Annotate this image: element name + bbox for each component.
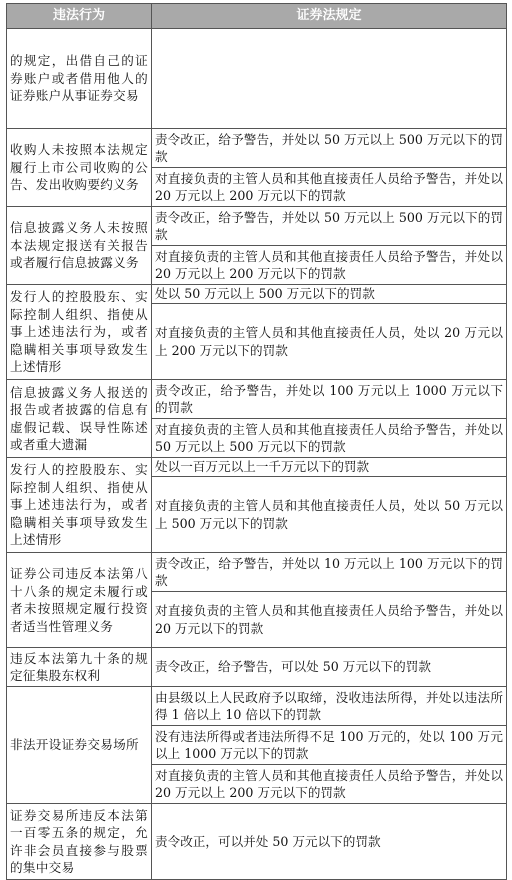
rule-cell: 对直接负责的主管人员和其他直接责任人员给予警告，并处以 20 万元以上 200 万元以下的罚款 — [152, 765, 507, 804]
violation-cell: 非法开设证券交易场所 — [7, 687, 152, 804]
penalty-table — [6, 3, 507, 880]
rule-cell: 对直接负责的主管人员和其他直接责任人员给予警告，并处以 20 万元以上 200 万元以下的罚款 — [152, 246, 507, 285]
table-row — [7, 648, 507, 687]
table-row — [7, 687, 507, 726]
violation-cell: 证券公司违反本法第八十八条的规定未履行或者未按照规定履行投资者适当性管理义务 — [7, 553, 152, 648]
rule-cell: 对直接负责的主管人员和其他直接责任人员，处以 50 万元以上 500 万元以下的罚款 — [152, 477, 507, 553]
header-securities-law: 证券法规定 — [152, 4, 507, 29]
violation-cell: 发行人的控股股东、实际控制人组织、指使从事上述违法行为，或者隐瞒相关事项导致发生上述情形 — [7, 458, 152, 553]
rule-cell: 责令改正，给予警告，可以处 50 万元以下的罚款 — [152, 648, 507, 687]
rule-cell: 责令改正，给予警告，并处以 10 万元以上 100 万元以下的罚款 — [152, 553, 507, 592]
table-row — [7, 553, 507, 592]
rule-cell: 对直接负责的主管人员和其他直接责任人员给予警告，并处以 50 万元以上 500 万元以下的罚款 — [152, 419, 507, 458]
rule-cell: 对直接负责的主管人员和其他直接责任人员给予警告，并处以 20 万元以上 200 万元以下的罚款 — [152, 168, 507, 207]
table-row — [7, 380, 507, 419]
rule-cell: 对直接负责的主管人员和其他直接责任人员，处以 20 万元以上 200 万元以下的罚款 — [152, 304, 507, 380]
table-header-row — [7, 4, 507, 29]
table-row — [7, 458, 507, 477]
rule-cell: 责令改正，给予警告，并处以 100 万元以上 1000 万元以下的罚款 — [152, 380, 507, 419]
violation-cell: 证券交易所违反本法第一百零五条的规定，允许非会员直接参与股票的集中交易 — [7, 804, 152, 880]
header-violation: 违法行为 — [7, 4, 152, 29]
table-row — [7, 285, 507, 304]
table-row — [7, 29, 507, 129]
violation-cell: 信息披露义务人未按照本法规定报送有关报告或者履行信息披露义务 — [7, 207, 152, 285]
violation-cell: 违反本法第九十条的规定征集股东权利 — [7, 648, 152, 687]
rule-cell: 没有违法所得或者违法所得不足 100 万元的，处以 100 万元以上 1000 万元以下的罚款 — [152, 726, 507, 765]
rule-cell: 由县级以上人民政府予以取缔，没收违法所得，并处以违法所得 1 倍以上 10 倍以下的罚款 — [152, 687, 507, 726]
rule-cell: 责令改正，给予警告，并处以 50 万元以上 500 万元以下的罚款 — [152, 207, 507, 246]
rule-cell: 对直接负责的主管人员和其他直接责任人员给予警告，并处以 20 万元以下的罚款 — [152, 592, 507, 648]
violation-cell: 收购人未按照本法规定履行上市公司收购的公告、发出收购要约义务 — [7, 129, 152, 207]
violation-cell: 的规定，出借自己的证券账户或者借用他人的证券账户从事证券交易 — [7, 29, 152, 129]
rule-cell: 处以一百万元以上一千万元以下的罚款 — [152, 458, 507, 477]
rule-cell: 责令改正，给予警告，并处以 50 万元以上 500 万元以下的罚款 — [152, 129, 507, 168]
table-row — [7, 804, 507, 880]
table-row — [7, 129, 507, 168]
rule-cell: 责令改正，可以并处 50 万元以下的罚款 — [152, 804, 507, 880]
table-row — [7, 207, 507, 246]
rule-cell — [152, 29, 507, 129]
violation-cell: 发行人的控股股东、实际控制人组织、指使从事上述违法行为，或者隐瞒相关事项导致发生上述情形 — [7, 285, 152, 380]
rule-cell: 处以 50 万元以上 500 万元以下的罚款 — [152, 285, 507, 304]
violation-cell: 信息披露义务人报送的报告或者披露的信息有虚假记载、误导性陈述或者重大遗漏 — [7, 380, 152, 458]
